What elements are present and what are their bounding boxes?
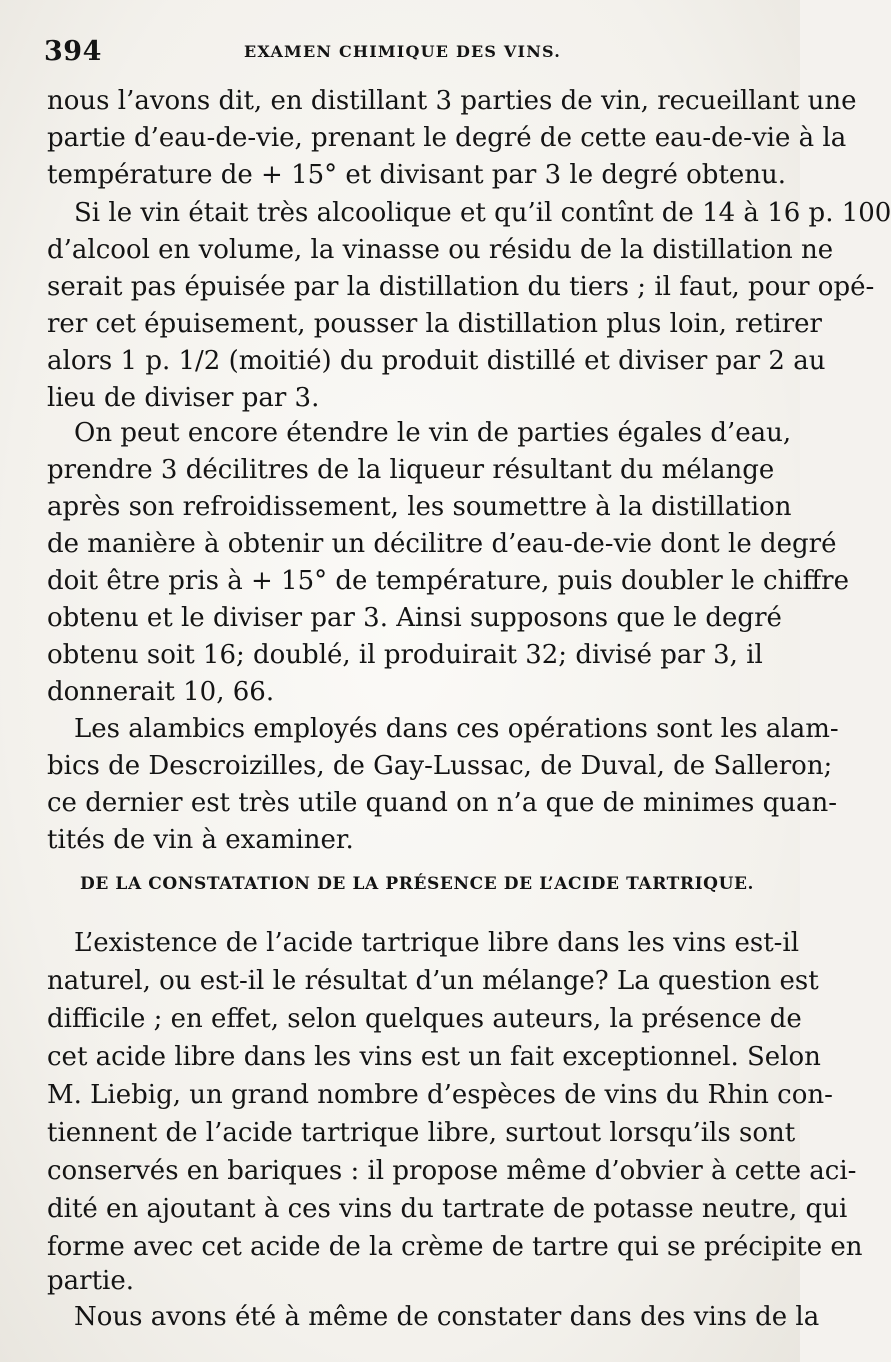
text-line: rer cet épuisement, pousser la distillation plus loin, retirer [47, 309, 822, 339]
text-line: tiennent de l’acide tartrique libre, surtout lorsqu’ils sont [47, 1118, 796, 1148]
running-title: EXAMEN CHIMIQUE DES VINS. [244, 42, 562, 61]
text-line: tités de vin à examiner. [47, 825, 354, 855]
text-line: conservés en bariques : il propose même d’obvier à cette aci- [47, 1156, 857, 1186]
text-line: partie d’eau-de-vie, prenant le degré de cette eau-de-vie à la [47, 123, 847, 153]
paragraph-start-line: Si le vin était très alcoolique et qu’il contînt de 14 à 16 p. 100 [74, 198, 891, 228]
text-line: naturel, ou est-il le résultat d’un mélange? La question est [47, 966, 819, 996]
text-line: après son refroidissement, les soumettre à la distillation [47, 492, 792, 522]
page-number: 394 [44, 36, 102, 67]
text-line: M. Liebig, un grand nombre d’espèces de vins du Rhin con- [47, 1080, 833, 1110]
paragraph-start-line: Nous avons été à même de constater dans des vins de la [74, 1302, 820, 1332]
text-line: serait pas épuisée par la distillation du tiers ; il faut, pour opé- [47, 272, 875, 302]
text-line: partie. [47, 1266, 134, 1296]
text-line: forme avec cet acide de la crème de tartre qui se précipite en [47, 1232, 863, 1262]
text-line: ce dernier est très utile quand on n’a que de minimes quan- [47, 788, 838, 818]
text-line: difficile ; en effet, selon quelques auteurs, la présence de [47, 1004, 802, 1034]
text-line: bics de Descroizilles, de Gay-Lussac, de Duval, de Salleron; [47, 751, 833, 781]
text-line: donnerait 10, 66. [47, 677, 275, 707]
text-line: de manière à obtenir un décilitre d’eau-de-vie dont le degré [47, 529, 837, 559]
text-line: dité en ajoutant à ces vins du tartrate de potasse neutre, qui [47, 1194, 848, 1224]
paragraph-start-line: Les alambics employés dans ces opérations sont les alam- [74, 714, 839, 744]
text-line: doit être pris à + 15° de température, puis doubler le chiffre [47, 566, 849, 596]
section-heading: DE LA CONSTATATION DE LA PRÉSENCE DE L’ACIDE TARTRIQUE. [80, 874, 755, 894]
page-header [44, 36, 760, 76]
text-line: d’alcool en volume, la vinasse ou résidu de la distillation ne [47, 235, 834, 265]
paragraph-start-line: L’existence de l’acide tartrique libre dans les vins est-il [74, 928, 800, 958]
text-line: cet acide libre dans les vins est un fait exceptionnel. Selon [47, 1042, 821, 1072]
text-line: alors 1 p. 1/2 (moitié) du produit distillé et diviser par 2 au [47, 346, 826, 376]
text-line: température de + 15° et divisant par 3 le degré obtenu. [47, 160, 787, 190]
text-line: obtenu soit 16; doublé, il produirait 32; divisé par 3, il [47, 640, 763, 670]
text-line: prendre 3 décilitres de la liqueur résultant du mélange [47, 455, 775, 485]
text-line: nous l’avons dit, en distillant 3 parties de vin, recueillant une [47, 86, 857, 116]
paragraph-start-line: On peut encore étendre le vin de parties égales d’eau, [74, 418, 792, 448]
text-line: obtenu et le diviser par 3. Ainsi supposons que le degré [47, 603, 782, 633]
text-line: lieu de diviser par 3. [47, 383, 320, 413]
